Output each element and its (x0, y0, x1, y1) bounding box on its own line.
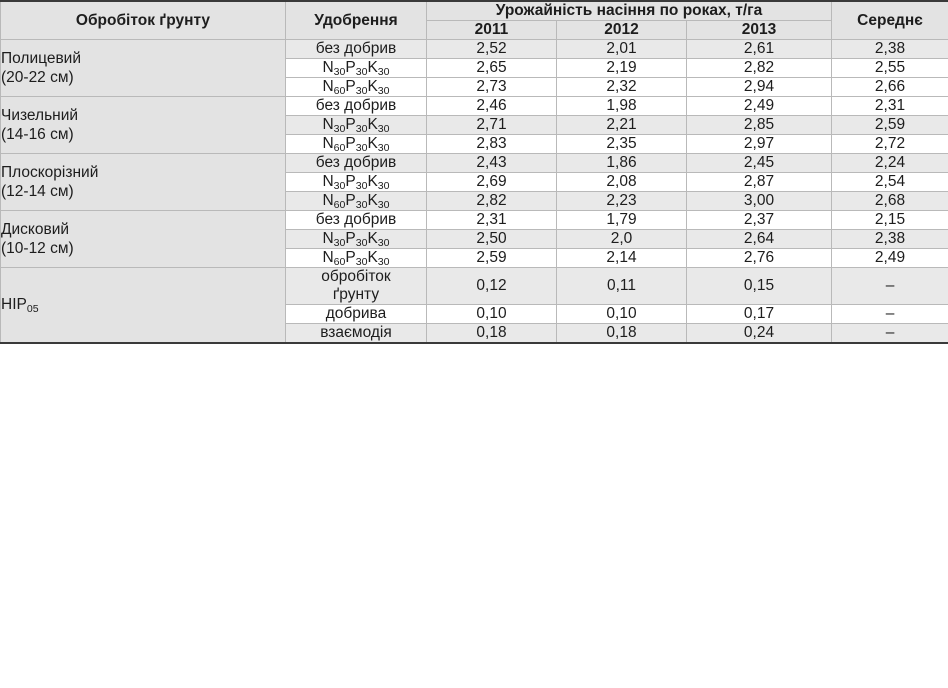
cell-2011: 2,83 (427, 135, 557, 154)
cell-2012: 0,11 (557, 268, 687, 305)
cell-average: 2,66 (832, 78, 948, 97)
table-body (1, 40, 948, 343)
cell-2013: 0,24 (687, 323, 832, 343)
cell-2012: 2,08 (557, 173, 687, 192)
cell-2011: 2,82 (427, 192, 557, 211)
cell-2011: 2,52 (427, 40, 557, 59)
cell-average: 2,72 (832, 135, 948, 154)
cell-2013: 2,82 (687, 59, 832, 78)
cell-fertilizer: без добрив (286, 97, 427, 116)
row-header-tillage: Полицевий (20-22 см) (1, 40, 286, 97)
cell-2013: 2,94 (687, 78, 832, 97)
cell-average: 2,24 (832, 154, 948, 173)
header-row-1 (1, 1, 948, 21)
cell-2013: 2,45 (687, 154, 832, 173)
cell-2013: 0,17 (687, 304, 832, 323)
cell-2013: 2,97 (687, 135, 832, 154)
header-year-2011: 2011 (427, 21, 557, 40)
cell-2012: 1,79 (557, 211, 687, 230)
cell-2011: 0,10 (427, 304, 557, 323)
cell-fertilizer: без добрив (286, 154, 427, 173)
header-fertilizer: Удобрення (286, 1, 427, 40)
cell-fertilizer: $N_{60}P_{30}K_{30}$ (286, 78, 427, 97)
cell-2011: 0,18 (427, 323, 557, 343)
cell-fertilizer: $N_{30}P_{30}K_{30}$ (286, 173, 427, 192)
cell-average: 2,49 (832, 249, 948, 268)
cell-average: – (832, 304, 948, 323)
table-row (1, 154, 948, 173)
cell-2012: 1,98 (557, 97, 687, 116)
cell-2011: 0,12 (427, 268, 557, 305)
cell-fertilizer: без добрив (286, 40, 427, 59)
row-header-tillage: $HIP_{05}$ (1, 268, 286, 343)
cell-2012: 1,86 (557, 154, 687, 173)
cell-average: 2,31 (832, 97, 948, 116)
cell-2013: 2,85 (687, 116, 832, 135)
cell-2013: 2,87 (687, 173, 832, 192)
cell-2012: 2,19 (557, 59, 687, 78)
table-row (1, 211, 948, 230)
cell-average: 2,54 (832, 173, 948, 192)
header-year-2012: 2012 (557, 21, 687, 40)
cell-fertilizer: $N_{30}P_{30}K_{30}$ (286, 230, 427, 249)
cell-2012: 2,14 (557, 249, 687, 268)
row-header-tillage: Чизельний (14-16 см) (1, 97, 286, 154)
cell-2012: 2,35 (557, 135, 687, 154)
cell-2013: 2,49 (687, 97, 832, 116)
header-year-2013: 2013 (687, 21, 832, 40)
cell-average: 2,55 (832, 59, 948, 78)
cell-fertilizer: $N_{60}P_{30}K_{30}$ (286, 192, 427, 211)
cell-2011: 2,59 (427, 249, 557, 268)
table-row (1, 268, 948, 305)
cell-2012: 2,21 (557, 116, 687, 135)
cell-average: 2,38 (832, 230, 948, 249)
cell-fertilizer: $N_{30}P_{30}K_{30}$ (286, 116, 427, 135)
cell-2011: 2,73 (427, 78, 557, 97)
cell-2012: 0,10 (557, 304, 687, 323)
cell-2011: 2,65 (427, 59, 557, 78)
cell-2012: 0,18 (557, 323, 687, 343)
cell-fertilizer: добрива (286, 304, 427, 323)
cell-2012: 2,0 (557, 230, 687, 249)
table-row (1, 40, 948, 59)
cell-fertilizer: без добрив (286, 211, 427, 230)
cell-average: 2,15 (832, 211, 948, 230)
table-head (1, 1, 948, 40)
cell-fertilizer: $N_{60}P_{30}K_{30}$ (286, 249, 427, 268)
header-yield-group: Урожайність насіння по роках, т/га (427, 1, 832, 21)
cell-2013: 2,61 (687, 40, 832, 59)
cell-2011: 2,43 (427, 154, 557, 173)
cell-2011: 2,46 (427, 97, 557, 116)
cell-2013: 3,00 (687, 192, 832, 211)
cell-average: 2,59 (832, 116, 948, 135)
cell-average: – (832, 323, 948, 343)
cell-2013: 2,64 (687, 230, 832, 249)
row-header-tillage: Плоскорізний (12-14 см) (1, 154, 286, 211)
header-tillage: Обробіток ґрунту (1, 1, 286, 40)
cell-2011: 2,69 (427, 173, 557, 192)
cell-2013: 0,15 (687, 268, 832, 305)
header-average: Середнє (832, 1, 948, 40)
cell-2013: 2,76 (687, 249, 832, 268)
cell-2012: 2,01 (557, 40, 687, 59)
cell-2012: 2,32 (557, 78, 687, 97)
cell-2012: 2,23 (557, 192, 687, 211)
table-row (1, 97, 948, 116)
cell-fertilizer: $N_{30}P_{30}K_{30}$ (286, 59, 427, 78)
cell-2011: 2,71 (427, 116, 557, 135)
cell-fertilizer: взаємодія (286, 323, 427, 343)
cell-average: 2,68 (832, 192, 948, 211)
cell-fertilizer: $N_{60}P_{30}K_{30}$ (286, 135, 427, 154)
cell-fertilizer: обробіток ґрунту (286, 268, 427, 305)
cell-average: – (832, 268, 948, 305)
row-header-tillage: Дисковий (10-12 см) (1, 211, 286, 268)
cell-2011: 2,31 (427, 211, 557, 230)
cell-average: 2,38 (832, 40, 948, 59)
cell-2011: 2,50 (427, 230, 557, 249)
cell-2013: 2,37 (687, 211, 832, 230)
